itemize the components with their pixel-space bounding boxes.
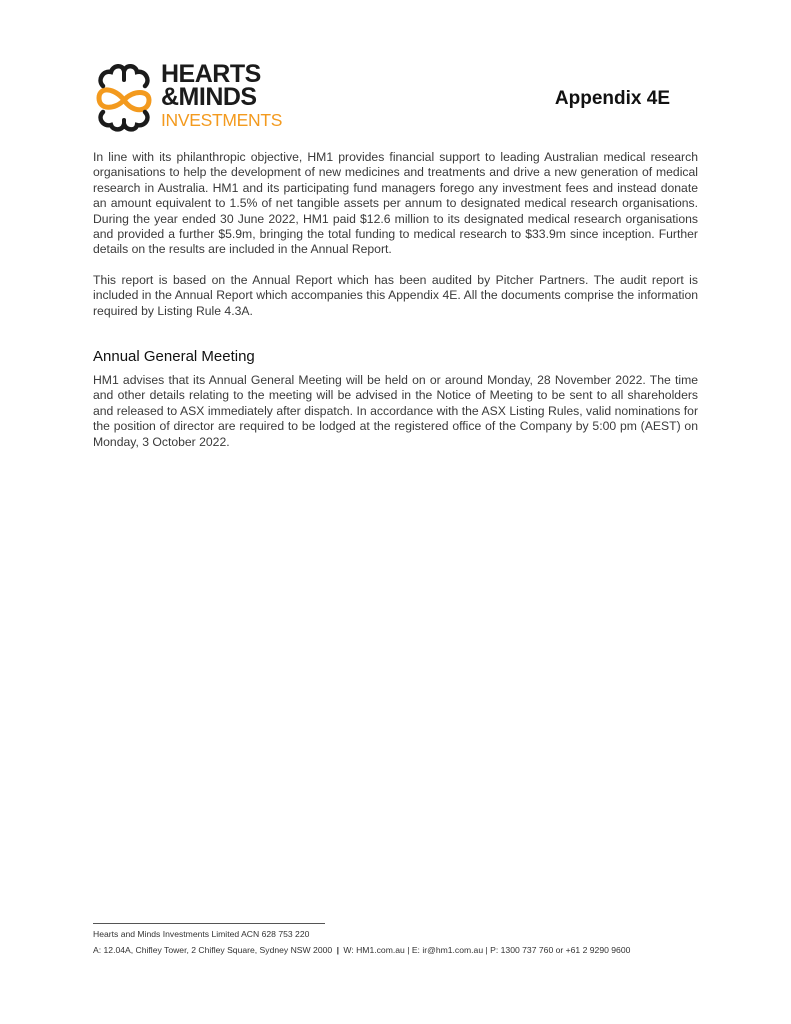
footer-phone: P: 1300 737 760 or +61 2 9290 9600	[490, 945, 631, 955]
footer-web: W: HM1.com.au	[343, 945, 405, 955]
footer-separator: |	[336, 945, 339, 955]
footer-email: E: ir@hm1.com.au	[411, 945, 484, 955]
footer-separator: |	[407, 945, 410, 955]
logo-line-2: &MINDS	[161, 83, 257, 111]
footer-separator: |	[485, 945, 488, 955]
footer-address: A: 12.04A, Chifley Tower, 2 Chifley Square, Sydney NSW 2000	[93, 945, 333, 955]
footer-contact	[93, 945, 630, 955]
heart-mind-logo-icon	[93, 62, 155, 132]
logo-wordmark	[161, 60, 283, 130]
company-logo	[93, 60, 283, 134]
document-title: Appendix 4E	[554, 88, 670, 109]
paragraph-audit: This report is based on the Annual Report which has been audited by Pitcher Partners. The audit report is included in the Annual Report which accompanies this Appendix 4E. All the documents comprise the information required by Listing Rule 4.3A.	[93, 273, 698, 318]
section-heading-agm: Annual General Meeting	[93, 348, 255, 365]
logo-line-1: HEARTS	[161, 60, 261, 88]
footer-company: Hearts and Minds Investments Limited ACN 628 753 220	[93, 929, 310, 939]
paragraph-agm: HM1 advises that its Annual General Meeting will be held on or around Monday, 28 November 2022. The time and other details relating to the meeting will be advised in the Notice of Meeting to be sent to all shareholders and released to ASX immediately after dispatch. In accordance with the ASX Listing Rules, valid nominations for the position of director are required to be lodged at the registered office of the Company by 5:00 pm (AEST) on Monday, 3 October 2022.	[93, 373, 698, 449]
logo-line-3: INVESTMENTS	[161, 110, 283, 130]
footer-divider	[93, 923, 325, 924]
paragraph-philanthropy: In line with its philanthropic objective, HM1 provides financial support to leading Australian medical research organisations to help the development of new medicines and treatments and drive a new generation of medical research in Australia. HM1 and its participating fund managers forego any investment fees and instead donate an amount equivalent to 1.5% of net tangible assets per annum to designated medical research organisations. During the year ended 30 June 2022, HM1 paid $12.6 million to its designated medical research organisations and provided a further $5.9m, bringing the total funding to medical research to $33.9m since inception. Further details on the results are included in the Annual Report.	[93, 150, 698, 257]
